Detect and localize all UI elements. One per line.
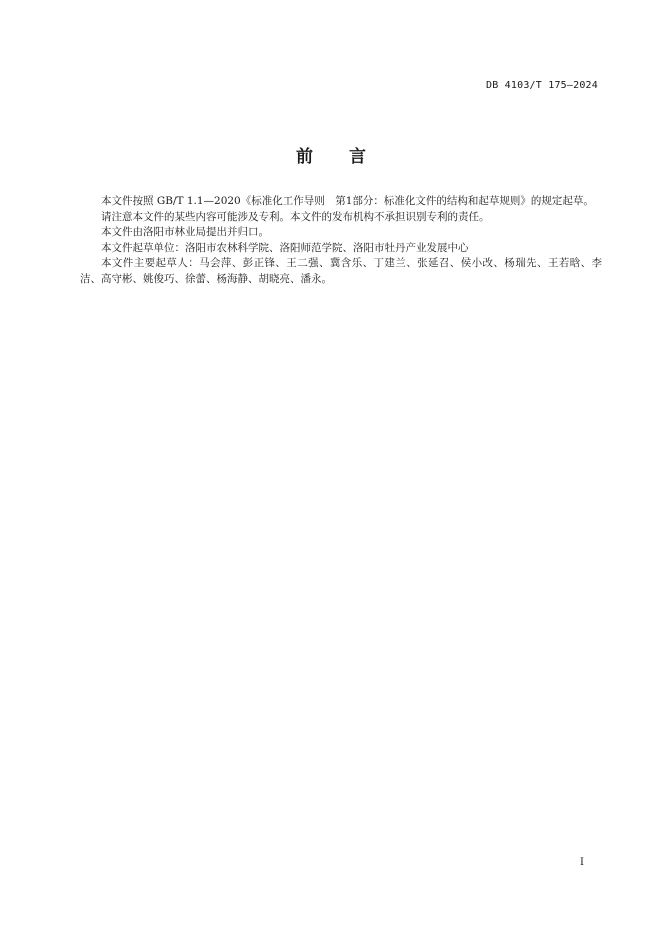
- foreword-body: [80, 194, 602, 287]
- paragraph-drafting-units: 本文件起草单位：洛阳市农林科学院、洛阳师范学院、洛阳市牡丹产业发展中心: [101, 241, 469, 254]
- paragraph-drafting-basis: 本文件按照 GB/T 1.1—2020《标准化工作导则 第1部分：标准化文件的结构和起草规则》的规定起草。: [101, 195, 594, 207]
- document-code: DB 4103/T 175—2024: [486, 80, 598, 91]
- page-title: 前言: [296, 147, 402, 167]
- page-number: I: [580, 857, 584, 868]
- paragraph-drafters: 本文件主要起草人：马会萍、彭正锋、王二强、冀含乐、丁建兰、张延召、侯小改、杨瑞先、王若晗、李洁、高守彬、姚俊巧、徐蕾、杨海静、胡晓亮、潘永。: [80, 257, 602, 285]
- paragraph-patent-notice: 请注意本文件的某些内容可能涉及专利。本文件的发布机构不承担识别专利的责任。: [101, 210, 490, 223]
- paragraph-proposer: 本文件由洛阳市林业局提出并归口。: [101, 226, 269, 238]
